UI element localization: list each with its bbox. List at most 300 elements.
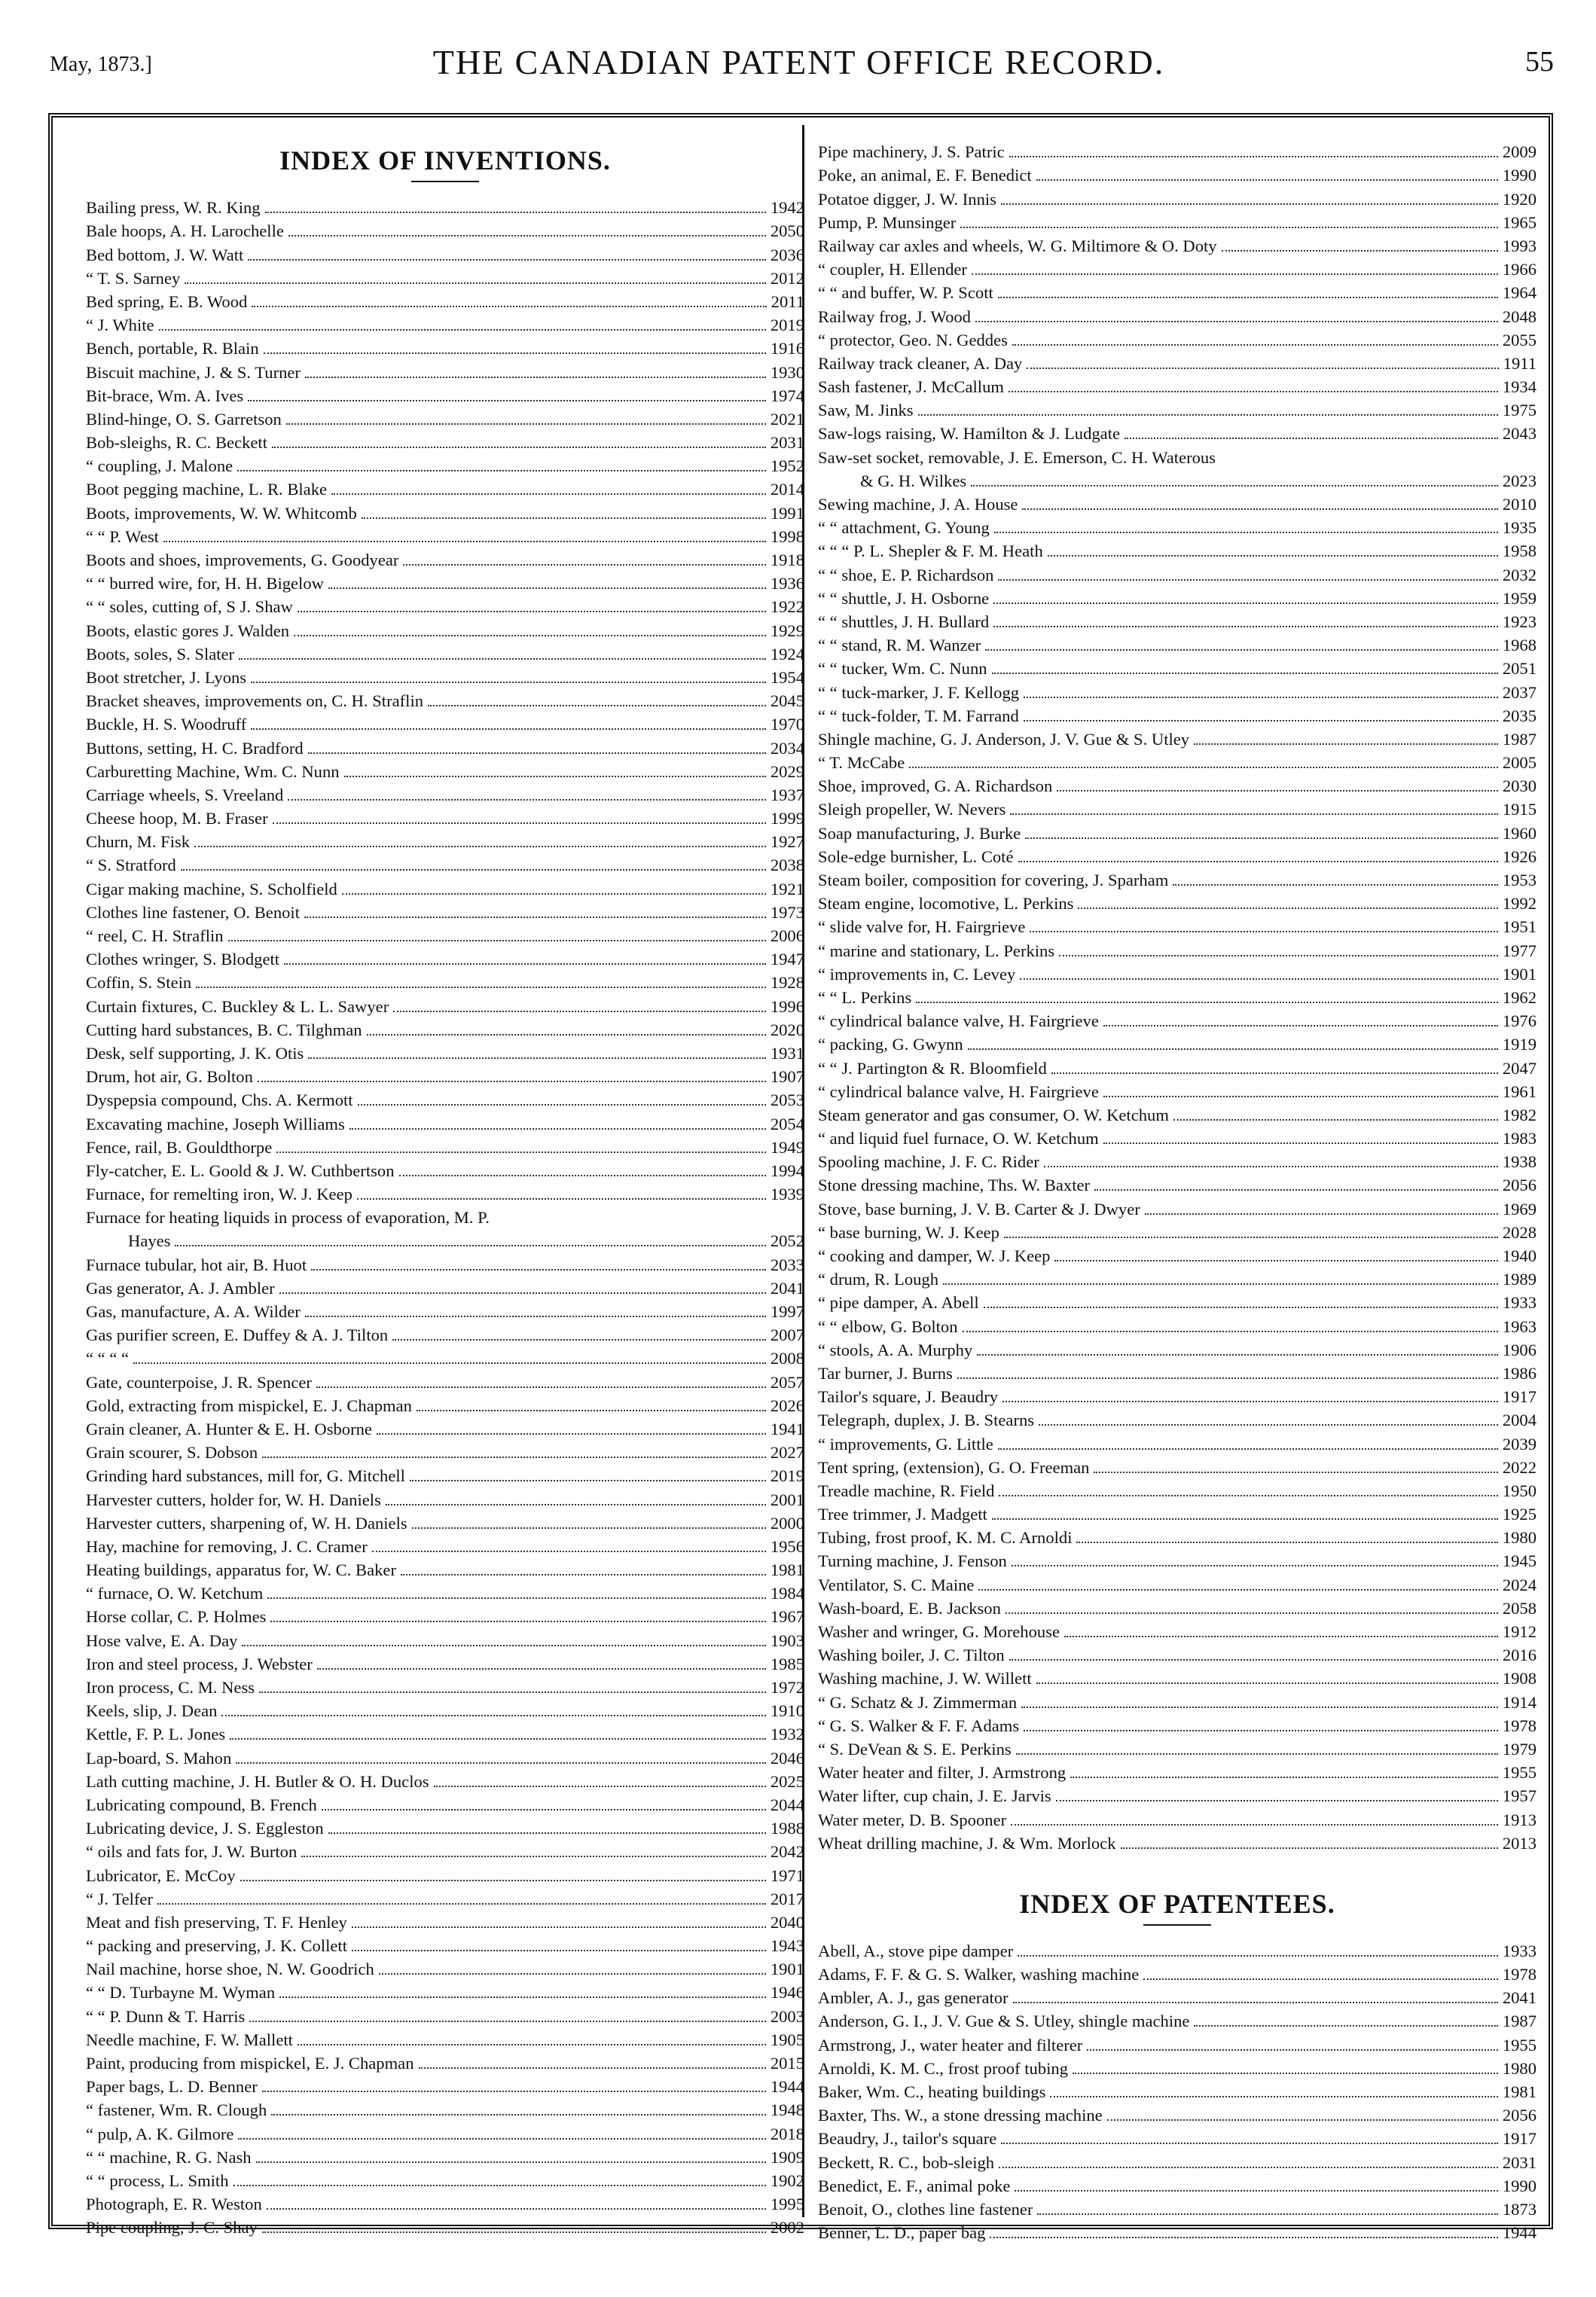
dot-leader <box>305 377 766 378</box>
patent-number: 1987 <box>1502 2012 1536 2031</box>
patentee-entry <box>818 2150 1536 2173</box>
invention-entry <box>86 196 804 219</box>
invention-entry <box>818 1221 1536 1244</box>
invention-entry <box>818 1714 1536 1737</box>
invention-entry <box>86 1347 804 1370</box>
patent-number: 1998 <box>770 526 804 546</box>
invention-entry <box>818 211 1536 234</box>
dot-leader <box>1103 1096 1498 1097</box>
patent-number: 1942 <box>770 198 804 218</box>
dot-leader <box>428 705 766 706</box>
patent-number: 2034 <box>770 738 804 758</box>
patent-number: 2048 <box>1502 307 1536 326</box>
invention-entry <box>86 807 804 830</box>
dot-leader <box>419 2067 766 2069</box>
dot-leader <box>248 400 766 401</box>
patent-number: 1907 <box>770 1067 804 1087</box>
dot-leader <box>328 587 766 589</box>
invention-entry <box>818 680 1536 703</box>
patent-number: 1988 <box>770 1819 804 1838</box>
dot-leader <box>1022 508 1497 510</box>
heading-rule <box>1143 1924 1211 1926</box>
patent-number: 1946 <box>770 1983 804 2003</box>
patent-number: 1915 <box>1502 800 1536 819</box>
entry-text: Harvester cutters, holder for, W. H. Daniels <box>86 1490 381 1509</box>
entry-text: Boot pegging machine, L. R. Blake <box>86 480 328 499</box>
dot-leader <box>328 1832 766 1834</box>
entry-text: Horse collar, C. P. Holmes <box>86 1607 267 1627</box>
entry-text: Steam boiler, composition for covering, J. Sparham <box>818 871 1169 889</box>
invention-entry <box>86 1793 804 1817</box>
patent-number: 1986 <box>1502 1363 1536 1383</box>
inventions-list-right <box>818 140 1536 1855</box>
patentees-heading: INDEX OF PATENTEES. <box>1019 1888 1335 1919</box>
patent-number: 1967 <box>770 1607 804 1627</box>
inventions-heading: INDEX OF INVENTIONS. <box>279 145 611 175</box>
dot-leader <box>294 635 766 636</box>
dot-leader <box>270 1621 765 1622</box>
entry-text: Curtain fixtures, C. Buckley & L. L. Sawyer <box>86 996 389 1016</box>
dot-leader <box>960 227 1498 228</box>
dot-leader <box>1009 1659 1498 1661</box>
entry-text: Beaudry, J., tailor's square <box>818 2129 997 2149</box>
invention-entry <box>818 1362 1536 1385</box>
entry-text: “ S. DeVean & S. E. Perkins <box>818 1739 1012 1759</box>
dot-leader <box>1094 1189 1498 1191</box>
dot-leader <box>1222 250 1498 252</box>
entry-text: Carriage wheels, S. Vreeland <box>86 785 284 804</box>
invention-entry <box>86 2122 804 2145</box>
patent-number: 1924 <box>770 644 804 663</box>
invention-entry <box>86 1159 804 1182</box>
entry-text: Desk, self supporting, J. K. Otis <box>86 1043 304 1063</box>
patent-number: 1987 <box>1502 729 1536 749</box>
invention-entry <box>86 1229 804 1252</box>
dot-leader <box>349 1128 766 1130</box>
entry-text: Shoe, improved, G. A. Richardson <box>818 776 1053 796</box>
patent-number: 2000 <box>770 1513 804 1533</box>
invention-entry <box>86 384 804 407</box>
invention-entry <box>86 2216 804 2239</box>
patent-number: 1931 <box>770 1043 804 1063</box>
patent-number: 2006 <box>770 926 804 945</box>
invention-entry <box>86 2028 804 2051</box>
dot-leader <box>357 1198 766 1200</box>
entry-text: Excavating machine, Joseph Williams <box>86 1114 345 1133</box>
patent-number: 1969 <box>1502 1199 1536 1219</box>
patent-number: 2011 <box>771 291 804 311</box>
patent-number: 1985 <box>770 1654 804 1673</box>
patent-number: 2013 <box>1502 1833 1536 1853</box>
entry-text: Tent spring, (extension), G. O. Freeman <box>818 1457 1090 1477</box>
invention-entry <box>86 1911 804 1934</box>
entry-text: Lubricating compound, B. French <box>86 1795 317 1814</box>
dot-leader <box>251 728 766 730</box>
patent-number: 1940 <box>1502 1246 1536 1265</box>
entry-text: Armstrong, J., water heater and filterer <box>818 2035 1083 2054</box>
invention-entry <box>818 422 1536 445</box>
patent-number: 1901 <box>1502 964 1536 984</box>
dot-leader <box>993 602 1498 604</box>
invention-entry <box>86 431 804 454</box>
invention-entry <box>86 1300 804 1323</box>
patent-number: 2017 <box>770 1889 804 1908</box>
dot-leader <box>157 1903 766 1905</box>
entry-text: Shingle machine, G. J. Anderson, J. V. Gue & S. Utley <box>818 729 1190 749</box>
entry-text: “ “ attachment, G. Young <box>818 518 990 538</box>
entry-text: “ “ J. Partington & R. Bloomfield <box>818 1058 1047 1078</box>
invention-entry <box>86 618 804 642</box>
dot-leader <box>1001 203 1498 205</box>
dot-leader <box>1103 1142 1498 1144</box>
invention-entry <box>86 1770 804 1793</box>
invention-entry <box>818 962 1536 986</box>
invention-entry <box>818 1009 1536 1033</box>
patent-number: 1975 <box>1502 401 1536 420</box>
entry-text: Pipe machinery, J. S. Patric <box>818 142 1005 162</box>
entry-text: “ oils and fats for, J. W. Burton <box>86 1842 298 1862</box>
entry-text: “ drum, R. Lough <box>818 1270 939 1289</box>
invention-entry <box>86 1487 804 1511</box>
dot-leader <box>1051 1072 1498 1074</box>
dot-leader <box>221 1715 765 1716</box>
patent-number: 1952 <box>770 456 804 476</box>
entry-text: Sleigh propeller, W. Nevers <box>818 800 1006 819</box>
entry-text: Beckett, R. C., bob-sleigh <box>818 2152 995 2172</box>
invention-entry <box>818 234 1536 258</box>
invention-entry <box>818 328 1536 352</box>
entry-text: Benoit, O., clothes line fastener <box>818 2199 1033 2219</box>
entry-text: “ S. Stratford <box>86 856 176 875</box>
entry-text: Ventilator, S. C. Maine <box>818 1575 975 1594</box>
dot-leader <box>1057 790 1498 792</box>
patent-number: 2036 <box>770 245 804 264</box>
invention-entry <box>86 1206 804 1229</box>
dot-leader <box>1024 720 1498 721</box>
patent-number: 1929 <box>770 621 804 640</box>
invention-entry <box>818 1761 1536 1784</box>
invention-entry <box>86 525 804 548</box>
invention-entry <box>86 1252 804 1276</box>
patent-number: 2047 <box>1502 1058 1536 1078</box>
entry-text: Grain scourer, S. Dobson <box>86 1443 258 1463</box>
entry-text: Hose valve, E. A. Day <box>86 1630 238 1650</box>
patent-number: 1974 <box>770 386 804 405</box>
entry-text: Hayes <box>128 1231 171 1251</box>
dot-leader <box>308 1057 765 1059</box>
patent-number: 1905 <box>770 2030 804 2049</box>
entry-text: Railway car axles and wheels, W. G. Miltimore & O. Doty <box>818 236 1217 255</box>
entry-text: “ “ P. Dunn & T. Harris <box>86 2006 246 2026</box>
patent-number: 2041 <box>1502 1988 1536 2008</box>
entry-text: “ slide valve for, H. Fairgrieve <box>818 917 1026 937</box>
invention-entry <box>818 587 1536 610</box>
patent-number: 1925 <box>1502 1505 1536 1524</box>
dot-leader <box>185 282 766 284</box>
entry-text: “ stools, A. A. Murphy <box>818 1340 973 1359</box>
entry-text: Potatoe digger, J. W. Innis <box>818 189 996 209</box>
dot-leader <box>992 673 1498 674</box>
patent-number: 2050 <box>770 221 804 241</box>
patent-number: 2037 <box>1502 682 1536 702</box>
entry-text: Tree trimmer, J. Madgett <box>818 1505 987 1524</box>
patent-number: 1980 <box>1502 2058 1536 2078</box>
invention-entry <box>86 1065 804 1088</box>
invention-entry <box>86 994 804 1017</box>
entry-text: Furnace for heating liquids in process of evaporation, M. P. <box>86 1208 490 1228</box>
entry-text: Washing boiler, J. C. Tilton <box>818 1646 1005 1665</box>
entry-text: Stove, base burning, J. V. B. Carter & J. Dwyer <box>818 1199 1140 1219</box>
dot-leader <box>1050 2096 1497 2097</box>
dot-leader <box>248 259 766 261</box>
invention-entry <box>86 877 804 900</box>
entry-text: “ fastener, Wm. R. Clough <box>86 2100 267 2120</box>
patent-number: 1944 <box>1502 2223 1536 2243</box>
dot-leader <box>993 626 1498 627</box>
patent-number: 2025 <box>770 1771 804 1791</box>
patent-number: 1971 <box>770 1865 804 1885</box>
invention-entry <box>818 774 1536 798</box>
entry-text: Washer and wringer, G. Morehouse <box>818 1622 1060 1641</box>
invention-entry <box>818 610 1536 633</box>
dot-leader <box>181 869 766 871</box>
patent-number: 1989 <box>1502 1270 1536 1289</box>
patent-number: 1983 <box>1502 1129 1536 1148</box>
dot-leader <box>1025 837 1498 839</box>
patent-number: 1968 <box>1502 636 1536 655</box>
right-column <box>818 140 1536 2244</box>
dot-leader <box>367 1034 766 1036</box>
entry-text: Saw-logs raising, W. Hamilton & J. Ludgate <box>818 424 1121 444</box>
patent-number: 1977 <box>1502 941 1536 960</box>
patent-number: 1927 <box>770 832 804 852</box>
invention-entry <box>86 760 804 783</box>
invention-entry <box>818 1197 1536 1220</box>
entry-text: “ T. McCabe <box>818 753 905 773</box>
patent-number: 2043 <box>1502 424 1536 444</box>
patent-number: 2052 <box>770 1231 804 1251</box>
entry-text: Poke, an animal, E. F. Benedict <box>818 166 1032 185</box>
patentee-entry <box>818 2009 1536 2033</box>
entry-text: Furnace, for remelting iron, W. J. Keep <box>86 1185 352 1204</box>
patent-number: 1947 <box>770 950 804 969</box>
invention-entry <box>86 1981 804 2004</box>
entry-text: Steam generator and gas consumer, O. W. Ketchum <box>818 1105 1169 1124</box>
patent-number: 2027 <box>770 1443 804 1463</box>
entry-text: “ “ shuttle, J. H. Osborne <box>818 588 990 608</box>
invention-entry <box>818 1150 1536 1173</box>
dot-leader <box>998 1448 1498 1450</box>
patent-number: 1996 <box>770 996 804 1016</box>
invention-entry <box>818 1807 1536 1831</box>
entry-text: “ reel, C. H. Straflin <box>86 926 224 945</box>
entry-text: Blind-hinge, O. S. Garretson <box>86 409 282 429</box>
invention-entry <box>86 666 804 689</box>
heading-rule <box>411 181 479 182</box>
entry-text: Bench, portable, R. Blain <box>86 339 259 358</box>
dot-leader <box>1015 2190 1497 2192</box>
patent-number: 1990 <box>1502 2176 1536 2195</box>
dot-leader <box>994 532 1498 533</box>
patent-number: 1956 <box>770 1536 804 1556</box>
dot-leader <box>1048 555 1498 557</box>
entry-text: “ packing, G. Gwynn <box>818 1035 963 1054</box>
dot-leader <box>305 1316 766 1317</box>
invention-entry <box>818 657 1536 680</box>
dot-leader <box>372 1551 766 1552</box>
dot-leader <box>1194 2025 1497 2027</box>
publication-title: THE CANADIAN PATENT OFFICE RECORD. <box>432 43 1165 81</box>
patent-number: 2054 <box>770 1114 804 1133</box>
invention-entry <box>86 1182 804 1206</box>
invention-entry <box>86 1417 804 1441</box>
invention-entry <box>86 2192 804 2216</box>
entry-text: Railway frog, J. Wood <box>818 307 971 326</box>
entry-text: Buttons, setting, H. C. Bradford <box>86 738 304 758</box>
invention-entry <box>818 728 1536 751</box>
patent-number: 2009 <box>1502 142 1536 162</box>
entry-text: Iron process, C. M. Ness <box>86 1678 255 1697</box>
entry-text: Dyspepsia compound, Chs. A. Kermott <box>86 1091 353 1110</box>
dot-leader <box>998 579 1497 581</box>
patent-number: 1917 <box>1502 2129 1536 2149</box>
invention-entry <box>818 1432 1536 1455</box>
patent-number: 1936 <box>770 574 804 593</box>
invention-entry <box>86 1652 804 1676</box>
dot-leader <box>1012 344 1498 346</box>
dot-leader <box>963 1331 1498 1332</box>
invention-entry <box>818 1033 1536 1056</box>
patent-number: 2056 <box>1502 1176 1536 1195</box>
patent-number: 1965 <box>1502 212 1536 232</box>
dot-leader <box>401 1574 766 1576</box>
patent-number: 1981 <box>1502 2082 1536 2101</box>
patentee-entry <box>818 2103 1536 2127</box>
dot-leader <box>358 1104 766 1106</box>
entry-text: Paint, producing from mispickel, E. J. Chapman <box>86 2054 414 2073</box>
dot-leader <box>1020 978 1498 980</box>
dot-leader <box>238 2138 765 2140</box>
dot-leader <box>233 2185 766 2186</box>
dot-leader <box>1021 1707 1498 1708</box>
dot-leader <box>237 470 766 471</box>
entry-text: Lap-board, S. Mahon <box>86 1748 232 1768</box>
invention-entry <box>86 2146 804 2169</box>
dot-leader <box>352 1926 766 1928</box>
patent-number: 2007 <box>770 1325 804 1345</box>
patent-number: 1990 <box>1502 166 1536 185</box>
invention-entry <box>818 751 1536 774</box>
dot-leader <box>284 963 766 965</box>
patent-number: 2029 <box>770 761 804 781</box>
invention-entry <box>818 845 1536 868</box>
invention-entry <box>86 243 804 266</box>
patent-number: 2055 <box>1502 330 1536 349</box>
patent-number: 1954 <box>770 667 804 687</box>
invention-entry <box>818 821 1536 844</box>
invention-entry <box>86 337 804 360</box>
invention-entry <box>86 267 804 290</box>
entry-text: Clothes wringer, S. Blodgett <box>86 950 280 969</box>
entry-text: “ J. Telfer <box>86 1889 153 1908</box>
entry-text: Fly-catcher, E. L. Goold & J. W. Cuthbertson <box>86 1161 395 1180</box>
invention-entry <box>818 915 1536 938</box>
dot-leader <box>1036 1682 1498 1684</box>
invention-entry <box>818 1784 1536 1807</box>
dot-leader <box>1013 2002 1498 2003</box>
patent-number: 2042 <box>770 1842 804 1862</box>
dot-leader <box>311 1269 766 1271</box>
patent-number: 2019 <box>770 316 804 335</box>
page-number: 55 <box>1525 46 1554 78</box>
entry-text: Sewing machine, J. A. House <box>818 495 1018 514</box>
entry-text: Harvester cutters, sharpening of, W. H. Daniels <box>86 1513 407 1533</box>
dot-leader <box>999 1495 1497 1496</box>
entry-text: “ coupler, H. Ellender <box>818 260 967 279</box>
entry-text: “ J. White <box>86 316 154 335</box>
patent-number: 1914 <box>1502 1692 1536 1712</box>
entry-text: “ “ shuttles, J. H. Bullard <box>818 612 990 631</box>
dot-leader <box>1143 1978 1498 1980</box>
dot-leader <box>344 776 766 777</box>
invention-entry <box>86 712 804 736</box>
invention-entry <box>86 290 804 313</box>
dot-leader <box>133 1362 766 1364</box>
dot-leader <box>984 1307 1498 1308</box>
entry-text: Bob-sleighs, R. C. Beckett <box>86 433 267 453</box>
patent-number: 1950 <box>1502 1481 1536 1500</box>
patent-number: 1921 <box>770 879 804 898</box>
entry-text: Bed spring, E. B. Wood <box>86 291 248 311</box>
patent-number: 1909 <box>770 2147 804 2167</box>
patentee-entry <box>818 2221 1536 2244</box>
invention-entry <box>86 924 804 947</box>
dot-leader <box>196 987 766 988</box>
invention-entry <box>818 1267 1536 1291</box>
dot-leader <box>943 1283 1498 1285</box>
dot-leader <box>978 1589 1497 1591</box>
dot-leader <box>1018 1955 1498 1957</box>
invention-entry <box>86 1582 804 1605</box>
entry-text: “ “ burred wire, for, H. H. Bigelow <box>86 574 324 593</box>
entry-text: Clothes line fastener, O. Benoit <box>86 902 300 922</box>
dot-leader <box>916 1002 1498 1003</box>
dot-leader <box>399 1175 766 1176</box>
patentee-entry <box>818 1963 1536 1986</box>
invention-entry <box>818 798 1536 821</box>
entry-text: Grain cleaner, A. Hunter & E. H. Osborne <box>86 1419 372 1438</box>
entry-text: Water meter, D. B. Spooner <box>818 1810 1007 1829</box>
entry-text: “ “ “ P. L. Shepler & F. M. Heath <box>818 541 1043 561</box>
entry-text: Washing machine, J. W. Willett <box>818 1669 1032 1688</box>
entry-text: Boots and shoes, improvements, G. Goodyear <box>86 551 399 569</box>
invention-entry <box>86 1817 804 1840</box>
patent-number: 1994 <box>770 1161 804 1180</box>
entry-text: Pump, P. Munsinger <box>818 212 957 232</box>
entry-text: Coffin, S. Stein <box>86 973 192 993</box>
patent-number: 1984 <box>770 1584 804 1603</box>
invention-entry <box>818 868 1536 892</box>
entry-text: “ G. S. Walker & F. F. Adams <box>818 1716 1020 1735</box>
left-column <box>86 140 804 2239</box>
entry-text: “ pulp, A. K. Gilmore <box>86 2124 234 2143</box>
patent-number: 2018 <box>770 2124 804 2143</box>
invention-entry <box>818 938 1536 962</box>
entry-text: “ “ L. Perkins <box>818 987 912 1007</box>
patent-number: 2003 <box>770 2006 804 2026</box>
entry-text: Cigar making machine, S. Scholfield <box>86 879 337 898</box>
invention-entry <box>818 1314 1536 1338</box>
